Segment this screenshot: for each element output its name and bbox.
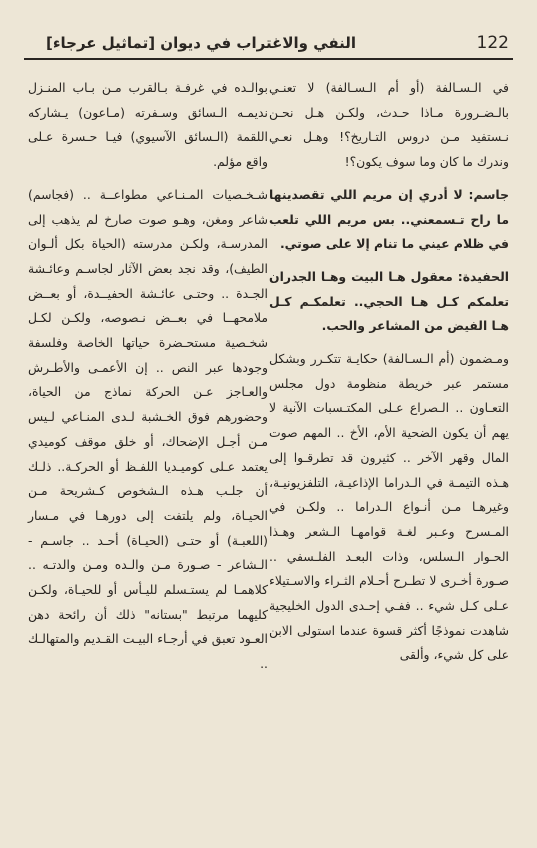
- dialog-line: جاسم: لا أدري إن مريم اللي تقصدينها ما راح تـسمعني.. بس مريم اللي تلعب في ظلام عيني ما تنام إلا على صوتي.: [269, 186, 509, 252]
- header-rule: [24, 58, 513, 60]
- running-title: النفي والاغتراب في ديوان [تماثيل عرجاء]: [46, 34, 357, 52]
- left-column: [28, 76, 268, 685]
- paragraph: شـخـصيات المـنـاعي مطواعــة .. (فجاسم) شاعر ومغن، وهـو صوت صارخ لم يذهب إلى المدرسـة، ولكـن مدرسته (الحياة بكل ألـوان الطيف)، وقد نجد بعض الآثار لجاسـم وعائـشة الجـدة .. وحتـى عائـشة الحفيــدة، أو بعــض ملامحهــا في بعــض نـصوصه، ولكـن لكـل شخـصية مستحـضرة حياتها الخاصة وفلسفة وجودها عبر النص .. إن الأعمـى والأطـرش والعـاجز عـن الحركة نماذج من الحياة، وحضورهم فوق الخـشبة لـدى المنـاعي لـيس مـن أجـل الإضحاك، أو خلق موقف كوميدي يعتمد عـلى كوميـديا اللفـظ أو الحركـة.. ذلـك أن جلـب هـذه الـشخوص كـشريحة مـن الحيـاة، ولم يلتفت إلى دورهـا في مـسار (اللعبـة) أو حتـى (الحيـاة) أحـد .. جاسـم - الـشاعر - صـورة مـن والـده ومـن والدتـه .. كلاهمـا لم يستـسلم لليـأس أو للحيـاة، ولكـن كليهما مرتبط "بستانه" ذلك أن رائحة دهن العـود تعبق في أرجـاء البيـت القـديم والمتهالـك ..: [28, 186, 268, 672]
- right-column: [269, 76, 509, 676]
- paragraph: ومـضمون (أم الـسـالفة) حكايـة تتكـرر وبشكل مستمر عبر خريطة منظومة دول مجلس التعـاون .. الـصراع عـلى المكتـسبات الآنية لا يهم أن يكون الضحية الأم، الأخ .. المهم صوت المال وقهر الآخر .. كثيرون قد تطرقـوا إلى هـذه التيمـة في الـدراما الإذاعيـة، التلفزيونيـة، وغيرهـا مـن أنـواع الـدراما .. ولكـن في المـسرح وعـبر لغـة قوامهـا الـشعر وهـذا الحـوار الـسلس، وذات البعـد الفلـسفي .. صـورة أخـرى لا تطـرح أحـلام الثـراء والاسـتيلاء عـلى كـل شيء .. ففـي إحـدى الدول الخليجية شاهدت نموذجًا أكثر قسوة عندما استولى الابن على كل شيء، وألقى: [269, 351, 509, 663]
- paragraph: في الـسـالفة (أو أم الـسـالفة) لا تعنـي بالـضـرورة مـاذا حـدث، ولكـن هـل نحـن نـستفيد مـن دروس التـاريخ؟! وهـل نعـي وندرك ما كان وما سوف يكون؟!: [269, 80, 509, 170]
- paragraph: بوالـده في غرفـة بـالقرب مـن بـاب المنـزل نديمـه الـسائق وسـفرته (مـاعون) يـشاركه اللقمة (الـسائق الآسيوي) فيـا حـسرة عـلى واقع مؤلم.: [28, 80, 268, 170]
- page-header: [38, 30, 513, 56]
- dialog-line: الحفيدة: معقول هـا البيت وهـا الجدران تعلمكم كـل هـا الحجي.. تعلمكـم كـل هـا الفيض من المشاعر والحب.: [269, 268, 509, 334]
- page-number: 122: [476, 33, 509, 53]
